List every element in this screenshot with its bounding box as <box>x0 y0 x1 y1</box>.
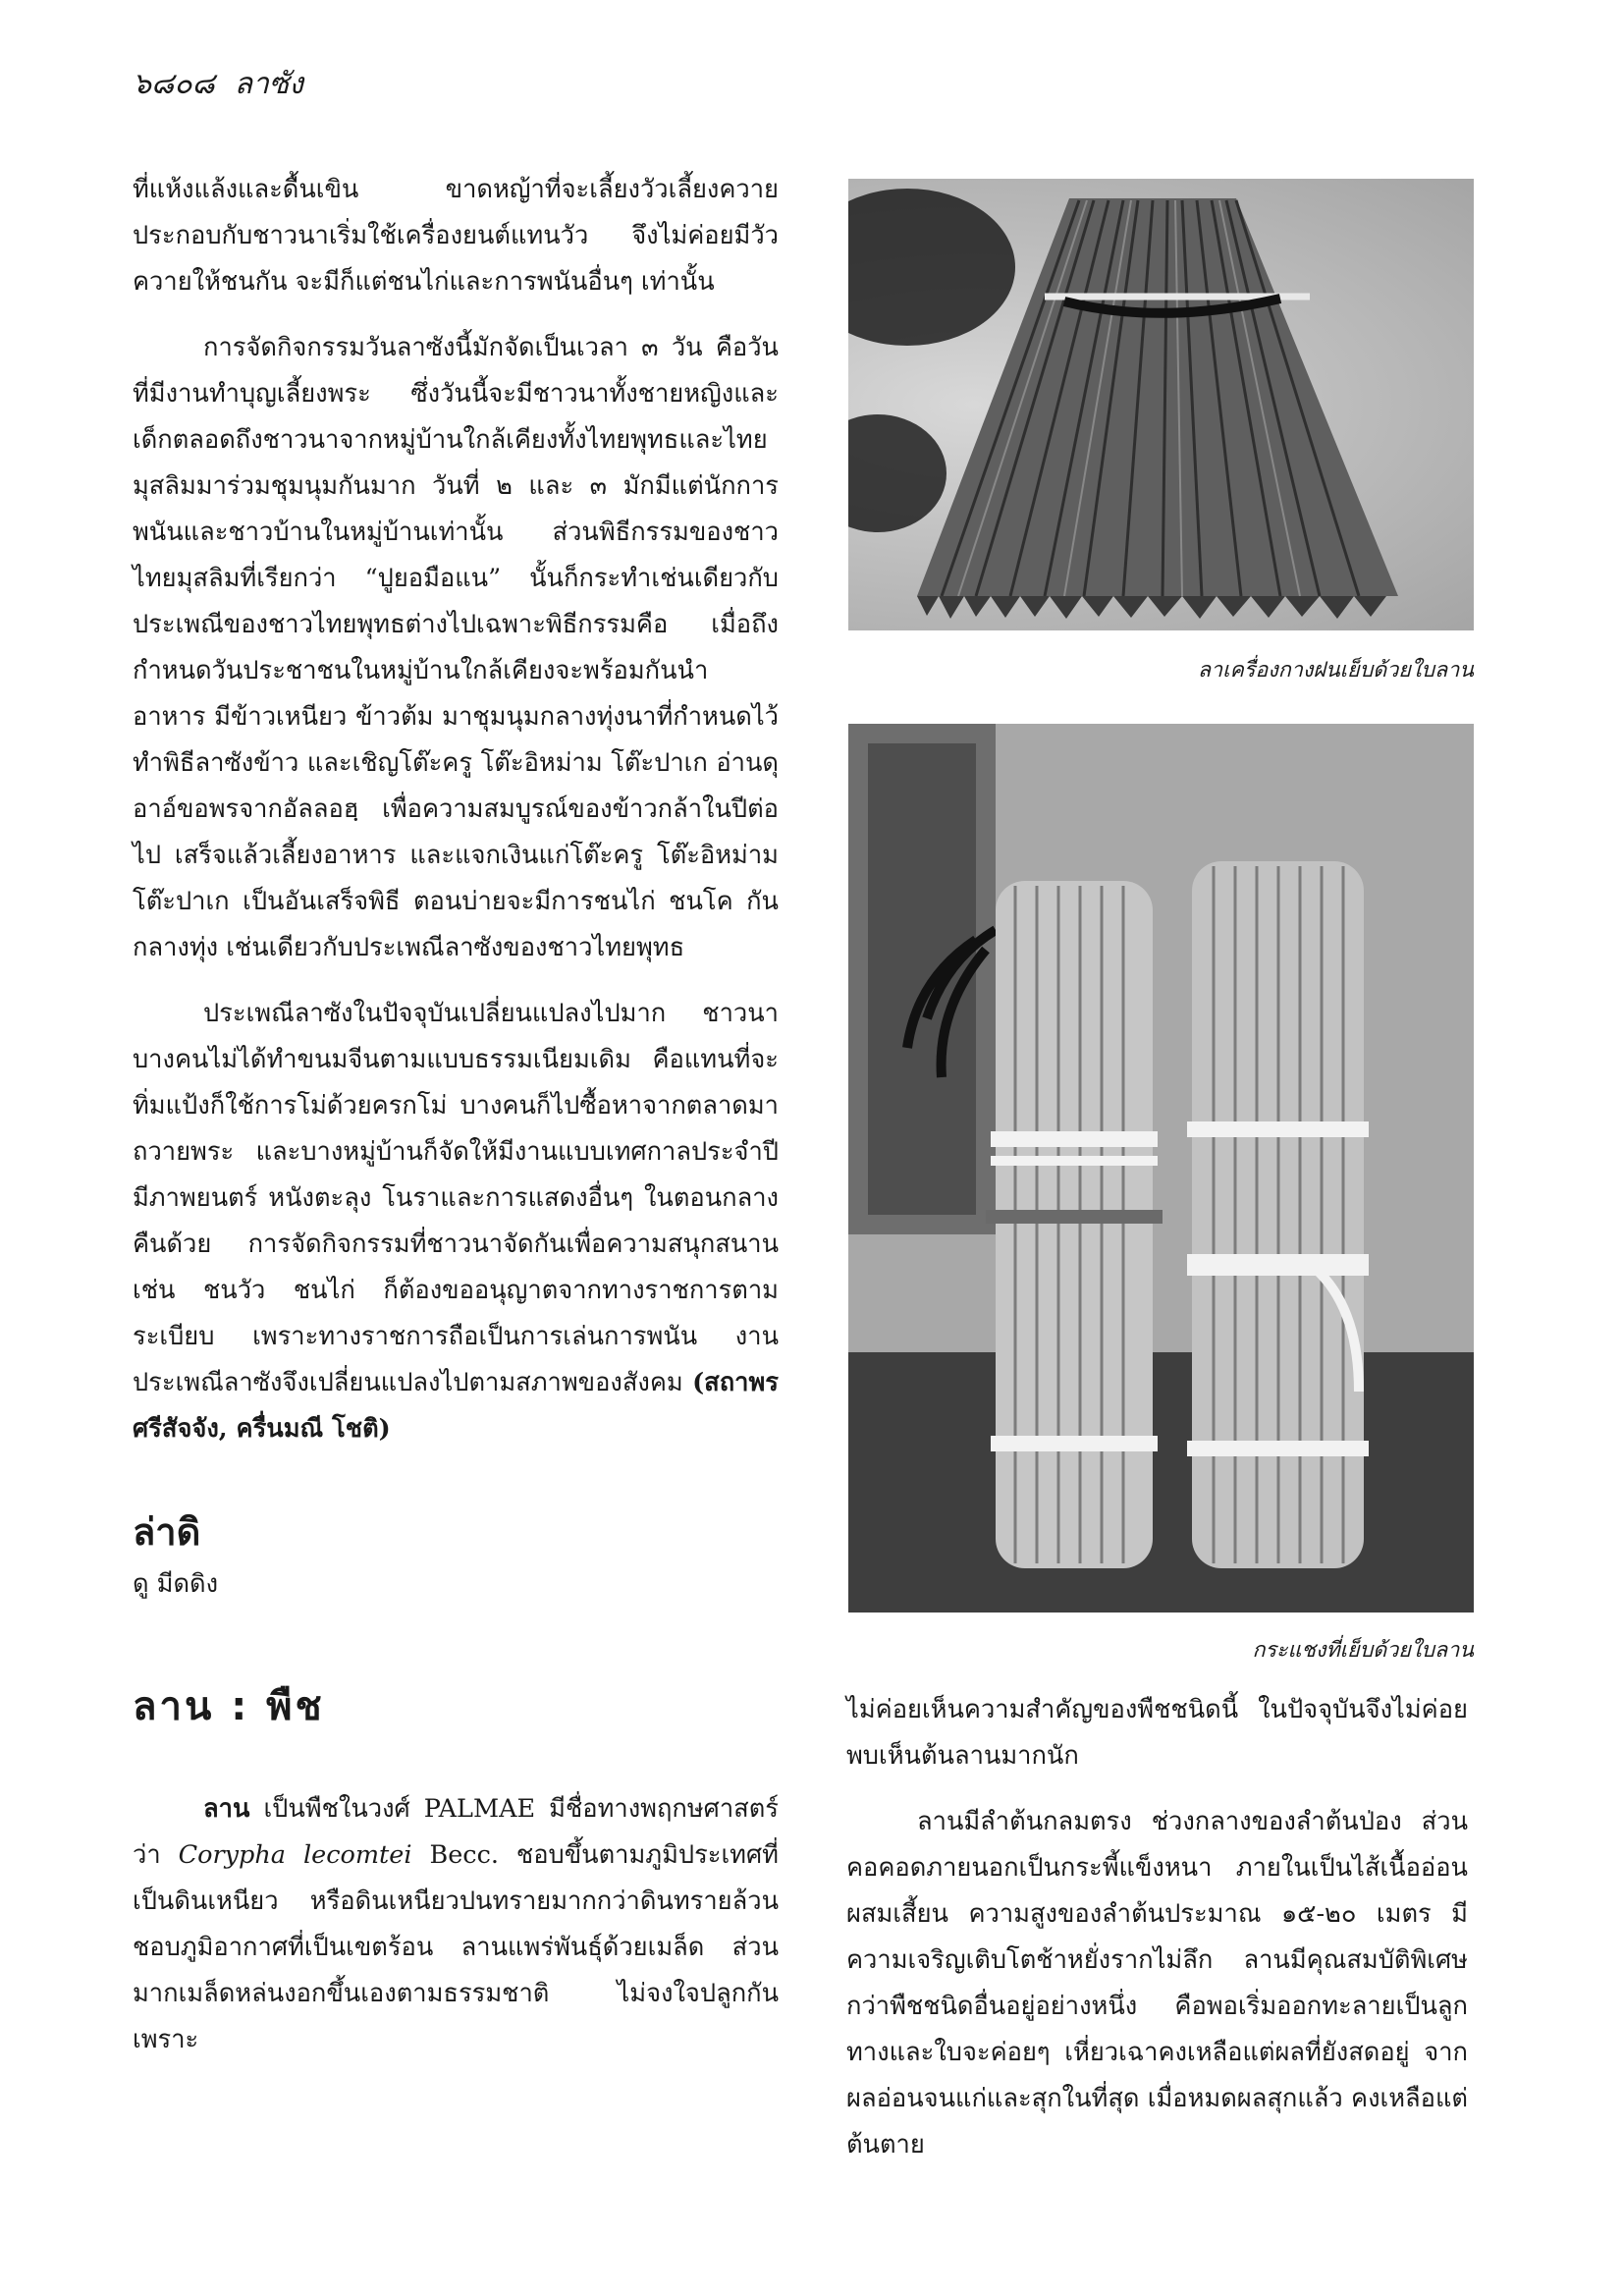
photo-caption: ลาเครื่องกางฝนเย็บด้วยใบลาน <box>1197 658 1474 683</box>
photo-leaf-mats <box>848 724 1474 1613</box>
paragraph: ลานมีลำต้นกลมตรง ช่วงกลางของลำต้นป่อง ส่วนคอคอดภายนอกเป็นกระพี้แข็งหนา ภายในเป็นไส้เนื้ออ่อนผสมเสี้ยน ความสูงของลำต้นประมาณ ๑๕-๒๐ เมตร มีความเจริญเติบโตช้าหยั่งรากไม่ลึก ลานมีคุณสมบัติพิเศษกว่าพืชชนิดอื่นอยู่อย่างหนึ่ง คือพอเริ่มออกทะลายเป็นลูก ทางและใบจะค่อยๆ เหี่ยวเฉาคงเหลือแต่ผลที่ยังสดอยู่ จากผลอ่อนจนแก่และสุกในที่สุด เมื่อหมดผลสุกแล้ว คงเหลือแต่ต้นตาย <box>846 1807 1468 2159</box>
entry-term: ลาน <box>203 1794 250 1824</box>
paragraph: ไม่ค่อยเห็นความสำคัญของพืชชนิดนี้ ในปัจจุบันจึงไม่ค่อยพบเห็นต้นลานมากนัก <box>846 1695 1468 1771</box>
see-also-reference: ดู มีดดิง <box>133 1569 219 1599</box>
author-credit: (สถาพร ศรีสัจจัง, ครื่นมณี โชติ) <box>133 1368 779 1444</box>
page-number: ๖๘๐๘ <box>133 67 215 101</box>
entry-heading-lan: ลาน : พืช <box>133 1684 325 1729</box>
paragraph <box>133 1786 779 2063</box>
entry-heading-ladi: ล่าดิ <box>133 1510 201 1554</box>
left-column <box>133 167 779 2083</box>
page-header <box>133 61 303 107</box>
right-column <box>846 1687 1468 2188</box>
photo-rain-cape <box>848 179 1474 630</box>
running-head: ลาซัง <box>234 67 303 101</box>
paragraph-with-credit <box>133 991 779 1452</box>
photo-caption: กระแชงที่เย็บด้วยใบลาน <box>1252 1638 1474 1663</box>
paragraph: ที่แห้งแล้งและดื้นเขิน ขาดหญ้าที่จะเลี้ยงวัวเลี้ยงควาย ประกอบกับชาวนาเริ่มใช้เครื่องยนต์แทนวัว จึงไม่ค่อยมีวัวควายให้ชนกัน จะมีก็แต่ชนไก่และการพนันอื่นๆ เท่านั้น <box>133 175 779 297</box>
scientific-name: Corypha lecomtei <box>178 1840 412 1870</box>
paragraph-text: Becc. ชอบขึ้นตามภูมิประเทศที่เป็นดินเหนียว หรือดินเหนียวปนทรายมากกว่าดินทรายล้วน ชอบภูมิอากาศที่เป็นเขตร้อน ลานแพร่พันธุ์ด้วยเมล็ด ส่วนมากเมล็ดหล่นงอกขึ้นเองตามธรรมชาติ ไม่จงใจปลูกกันเพราะ <box>133 1840 779 2054</box>
paragraph-text: ประเพณีลาซังในปัจจุบันเปลี่ยนแปลงไปมาก ชาวนาบางคนไม่ได้ทำขนมจีนตามแบบธรรมเนียมเดิม คือแทนที่จะทิ่มแป้งก็ใช้การโม่ด้วยครกโม่ บางคนก็ไปซื้อหาจากตลาดมาถวายพระ และบางหมู่บ้านก็จัดให้มีงานแบบเทศกาลประจำปี มีภาพยนตร์ หนังตะลุง โนราและการแสดงอื่นๆ ในตอนกลางคืนด้วย การจัดกิจกรรมที่ชาวนาจัดกันเพื่อความสนุกสนาน เช่น ชนวัว ชนไก่ ก็ต้องขออนุญาตจากทางราชการตามระเบียบ เพราะทางราชการถือเป็นการเล่นการพนัน งานประเพณีลาซังจึงเปลี่ยนแปลงไปตามสภาพของสังคม <box>133 999 779 1397</box>
paragraph-text: เป็นพืชในวงศ์ PALMAE มีชื่อทางพฤกษศาสตร์ว่า <box>133 1794 779 1870</box>
paragraph: การจัดกิจกรรมวันลาซังนี้มักจัดเป็นเวลา ๓ วัน คือวันที่มีงานทำบุญเลี้ยงพระ ซึ่งวันนี้จะมีชาวนาทั้งชายหญิงและเด็กตลอดถึงชาวนาจากหมู่บ้านใกล้เคียงทั้งไทยพุทธและไทยมุสลิมมาร่วมชุมนุมกันมาก วันที่ ๒ และ ๓ มักมีแต่นักการพนันและชาวบ้านในหมู่บ้านเท่านั้น ส่วนพิธีกรรมของชาวไทยมุสลิมที่เรียกว่า “ปูยอมือแน” นั้นก็กระทำเช่นเดียวกับประเพณีของชาวไทยพุทธต่างไปเฉพาะพิธีกรรมคือ เมื่อถึงกำหนดวันประชาชนในหมู่บ้านใกล้เคียงจะพร้อมกันนำอาหาร มีข้าวเหนียว ข้าวต้ม มาชุมนุมกลางทุ่งนาที่กำหนดไว้ ทำพิธีลาซังข้าว และเชิญโต๊ะครู โต๊ะอิหม่าม โต๊ะปาเก อ่านดุอาอ์ขอพรจากอัลลอฮฺ เพื่อความสมบูรณ์ของข้าวกล้าในปีต่อไป เสร็จแล้วเลี้ยงอาหาร และแจกเงินแก่โต๊ะครู โต๊ะอิหม่าม โต๊ะปาเก เป็นอันเสร็จพิธี ตอนบ่ายจะมีการชนไก่ ชนโค กันกลางทุ่ง เช่นเดียวกับประเพณีลาซังของชาวไทยพุทธ <box>133 333 779 962</box>
rain-cape-illustration <box>848 179 1474 630</box>
leaf-mats-illustration <box>848 724 1474 1613</box>
